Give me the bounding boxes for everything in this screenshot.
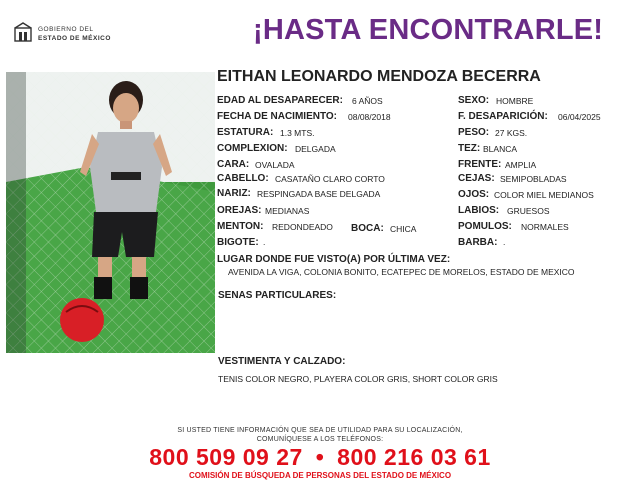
cara-label: CARA: (217, 159, 250, 170)
boca-value: CHICA (390, 224, 417, 234)
state-shield-icon (12, 22, 34, 44)
boca-label: BOCA: (351, 223, 384, 234)
phone-number-1[interactable]: 800 509 09 27 (149, 444, 303, 470)
sexo-value: HOMBRE (496, 96, 534, 106)
cara-value: OVALADA (255, 160, 295, 170)
estatura-value: 1.3 MTS. (280, 128, 315, 138)
desaparicion-label: F. DESAPARICIÓN: (458, 111, 548, 122)
ojos-value: COLOR MIEL MEDIANOS (494, 190, 594, 200)
barba-label: BARBA: (458, 237, 498, 248)
photo-illustration (6, 72, 215, 353)
contact-note-line1: SI USTED TIENE INFORMACIÓN QUE SEA DE UTILIDAD PARA SU LOCALIZACIÓN, (177, 427, 463, 434)
orejas-label: OREJAS: (217, 205, 262, 216)
peso-value: 27 KGS. (495, 128, 528, 138)
missing-person-photo (6, 72, 215, 353)
desaparicion-value: 06/04/2025 (558, 112, 601, 122)
phone-separator: • (315, 444, 325, 470)
bigote-label: BIGOTE: (217, 237, 259, 248)
nacimiento-value: 08/08/2018 (348, 112, 391, 122)
edad-value: 6 AÑOS (352, 96, 383, 106)
tez-label: TEZ: (458, 143, 481, 154)
vestimenta-value: TENIS COLOR NEGRO, PLAYERA COLOR GRIS, SHORT COLOR GRIS (218, 374, 498, 384)
logo-text-line1: GOBIERNO DEL (38, 26, 94, 33)
labios-value: GRUESOS (507, 206, 550, 216)
menton-value: REDONDEADO (272, 222, 333, 232)
contact-note-line2: COMUNÍQUESE A LOS TELÉFONOS: (256, 436, 384, 443)
headline: ¡HASTA ENCONTRARLE! (253, 14, 604, 46)
frente-value: AMPLIA (505, 160, 537, 170)
logo-text-line2: ESTADO DE MÉXICO (38, 35, 111, 42)
complexion-label: COMPLEXION: (217, 143, 288, 154)
commission-footer: COMISIÓN DE BÚSQUEDA DE PERSONAS DEL ESTADO DE MÉXICO (188, 471, 452, 480)
menton-label: MENTON: (217, 221, 264, 232)
phone-number-2[interactable]: 800 216 03 61 (337, 444, 491, 470)
person-name: EITHAN LEONARDO MENDOZA BECERRA (217, 68, 541, 85)
peso-label: PESO: (458, 127, 490, 138)
cejas-label: CEJAS: (458, 173, 495, 184)
barba-value: . (503, 237, 506, 247)
nacimiento-label: FECHA DE NACIMIENTO: (217, 111, 337, 122)
cabello-label: CABELLO: (217, 173, 269, 184)
sexo-label: SEXO: (458, 95, 490, 106)
labios-label: LABIOS: (458, 205, 500, 216)
pomulos-label: POMULOS: (458, 221, 512, 232)
ojos-label: OJOS: (458, 189, 490, 200)
cabello-value: CASATAÑO CLARO CORTO (275, 174, 385, 184)
nariz-value: RESPINGADA BASE DELGADA (257, 189, 381, 199)
last-seen-value: AVENIDA LA VIGA, COLONIA BONITO, ECATEPEC DE MORELOS, ESTADO DE MEXICO (228, 267, 575, 277)
last-seen-label: LUGAR DONDE FUE VISTO(A) POR ÚLTIMA VEZ: (217, 254, 451, 265)
government-logo (12, 22, 122, 46)
nariz-label: NARIZ: (217, 188, 251, 199)
tez-value: BLANCA (483, 144, 518, 154)
frente-label: FRENTE: (458, 159, 502, 170)
bigote-value: . (263, 237, 266, 247)
cejas-value: SEMIPOBLADAS (500, 174, 567, 184)
phone-numbers (0, 444, 640, 471)
vestimenta-label: VESTIMENTA Y CALZADO: (218, 356, 346, 367)
orejas-value: MEDIANAS (265, 206, 310, 216)
senas-label: SENAS PARTICULARES: (218, 290, 337, 301)
estatura-label: ESTATURA: (217, 127, 274, 138)
pomulos-value: NORMALES (521, 222, 569, 232)
edad-label: EDAD AL DESAPARECER: (217, 95, 343, 106)
complexion-value: DELGADA (295, 144, 336, 154)
